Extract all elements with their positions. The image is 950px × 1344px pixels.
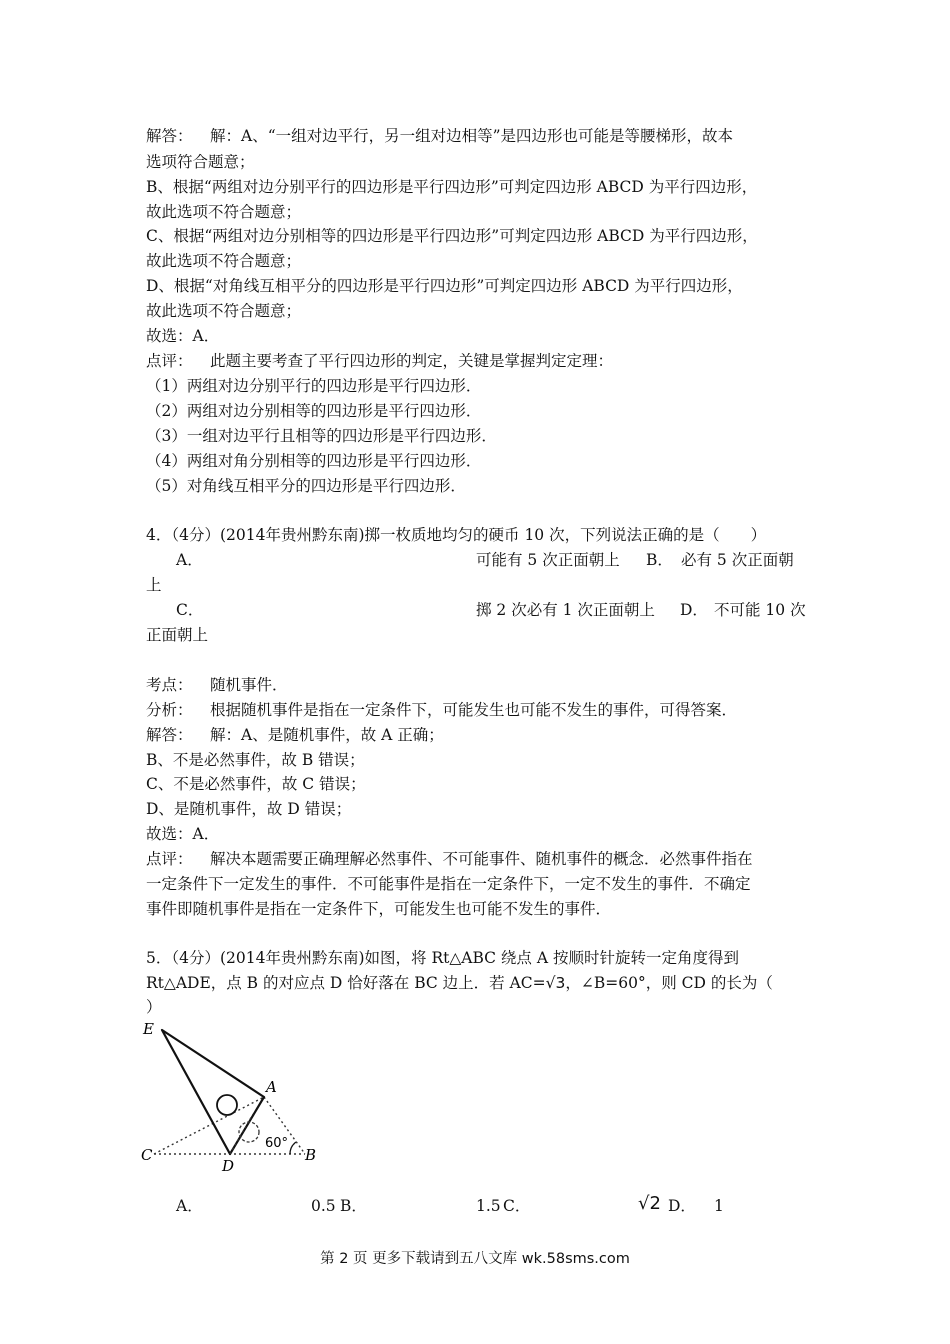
kaodian-label: 考点： [146,676,193,694]
q5-option-a-label: A． [176,1197,203,1215]
q4-option-b-text: 必有 5 次正面朝 [681,551,794,569]
q4-kaodian [146,675,288,695]
q5-option-b-value: 1.5 [476,1197,501,1215]
question-5-stem-line2 [146,973,773,993]
q4-dianping [146,849,753,869]
text-line: B、不是必然事件，故 B 错误； [146,751,365,769]
answer-line-1 [146,126,733,146]
q4-option-c-label: C． [176,601,204,619]
q4-option-a-label: A． [176,551,203,569]
fenxi-label: 分析： [146,701,193,719]
text-line: 选项符合题意； [146,153,255,171]
question-5-stem-line3: ） [146,998,162,1016]
q5-option-b-label: B． [340,1197,367,1215]
text-line: D、根据“对角线互相平分的四边形是平行四边形”可判定四边形 ABCD 为平行四边形， [146,277,743,295]
text-line: C、根据“两组对边分别相等的四边形是平行四边形”可判定四边形 ABCD 为平行四边形， [146,227,758,245]
question-4-stem: 4．（4分）(2014年贵州黔东南)掷一枚质地均匀的硬币 10 次，下列说法正确的是（ ） [146,526,767,544]
text-line: 故此选项不符合题意； [146,252,302,270]
dianping-text: 解决本题需要正确理解必然事件、不可能事件、随机事件的概念．必然事件指在 [210,850,753,868]
q5-option-c-label: C． [503,1197,531,1215]
jieda-label: 解答： [146,726,193,744]
q5-option-d-label: D． [668,1197,696,1215]
comment-label: 点评： [146,352,193,370]
text-line: 事件即随机事件是指在一定条件下，可能发生也可能不发生的事件． [146,900,612,918]
triangle-figure [138,1014,328,1179]
q4-option-d-label: D． [680,601,708,619]
q4-option-b-label: B． [646,551,673,569]
label-c: C [141,1146,153,1164]
question-5-stem: 5．（4分）(2014年贵州黔东南)如图，将 Rt△ABC 绕点 A 按顺时针旋转一定角度得到 [146,949,739,967]
answer-label: 解答： [146,127,193,145]
text-line: C、不是必然事件，故 C 错误； [146,775,366,793]
list-item: （5）对角线互相平分的四边形是平行四边形． [146,477,466,495]
angle-label: 60° [265,1136,289,1151]
stem-text: ，∠B=60°，则 CD 的长为（ [565,974,773,992]
q5-option-c-value: √2 [638,1193,661,1214]
list-item: （2）两组对边分别相等的四边形是平行四边形． [146,402,482,420]
list-item: （3）一组对边平行且相等的四边形是平行四边形． [146,427,497,445]
answer-text: 解：A、“一组对边平行，另一组对边相等”是四边形也可能是等腰梯形，故本 [210,127,734,145]
text-line: 故选：A． [146,825,220,843]
text-line: 故选：A． [146,327,220,345]
q4-option-c-text: 掷 2 次必有 1 次正面朝上 [476,601,655,619]
text-line: D、是随机事件，故 D 错误； [146,800,352,818]
kaodian-text: 随机事件． [210,676,288,694]
text-line: 故此选项不符合题意； [146,203,302,221]
triangle-ead [162,1030,264,1154]
label-d: D [222,1157,235,1175]
dianping-label: 点评： [146,850,193,868]
text-line: 一定条件下一定发生的事件．不可能事件是指在一定条件下，一定不发生的事件．不确定 [146,875,751,893]
q5-option-a-value: 0.5 [311,1197,336,1215]
q5-option-d-value: 1 [714,1197,724,1215]
angle-arc [290,1142,296,1154]
list-item: （4）两组对角分别相等的四边形是平行四边形． [146,452,482,470]
stem-text: Rt△ADE，点 B 的对应点 D 恰好落在 BC 边上．若 AC= [146,974,546,992]
fenxi-text: 根据随机事件是指在一定条件下，可能发生也可能不发生的事件，可得答案． [210,701,738,719]
text-line: B、根据“两组对边分别平行的四边形是平行四边形”可判定四边形 ABCD 为平行四边形， [146,178,758,196]
page-footer: 第 2 页 更多下载请到五八文库 wk.58sms.com [320,1251,630,1267]
comment-line [146,351,613,371]
label-e: E [143,1020,154,1038]
q4-option-a-text: 可能有 5 次正面朝上 [476,551,620,569]
q4-option-d-wrap: 正面朝上 [146,626,209,644]
q4-fenxi [146,700,737,720]
comment-text: 此题主要考查了平行四边形的判定，关键是掌握判定定理： [210,352,614,370]
sqrt-value: √3 [545,974,566,992]
circle-hole [217,1095,237,1115]
list-item: （1）两组对边分别平行的四边形是平行四边形． [146,377,482,395]
jieda-text: 解：A、是随机事件，故 A 正确； [210,726,444,744]
q4-jieda [146,725,444,745]
label-b: B [305,1146,317,1164]
q4-option-b-wrap: 上 [146,576,162,594]
q4-option-d-text: 不可能 10 次 [714,601,806,619]
text-line: 故此选项不符合题意； [146,302,302,320]
label-a: A [266,1078,277,1096]
